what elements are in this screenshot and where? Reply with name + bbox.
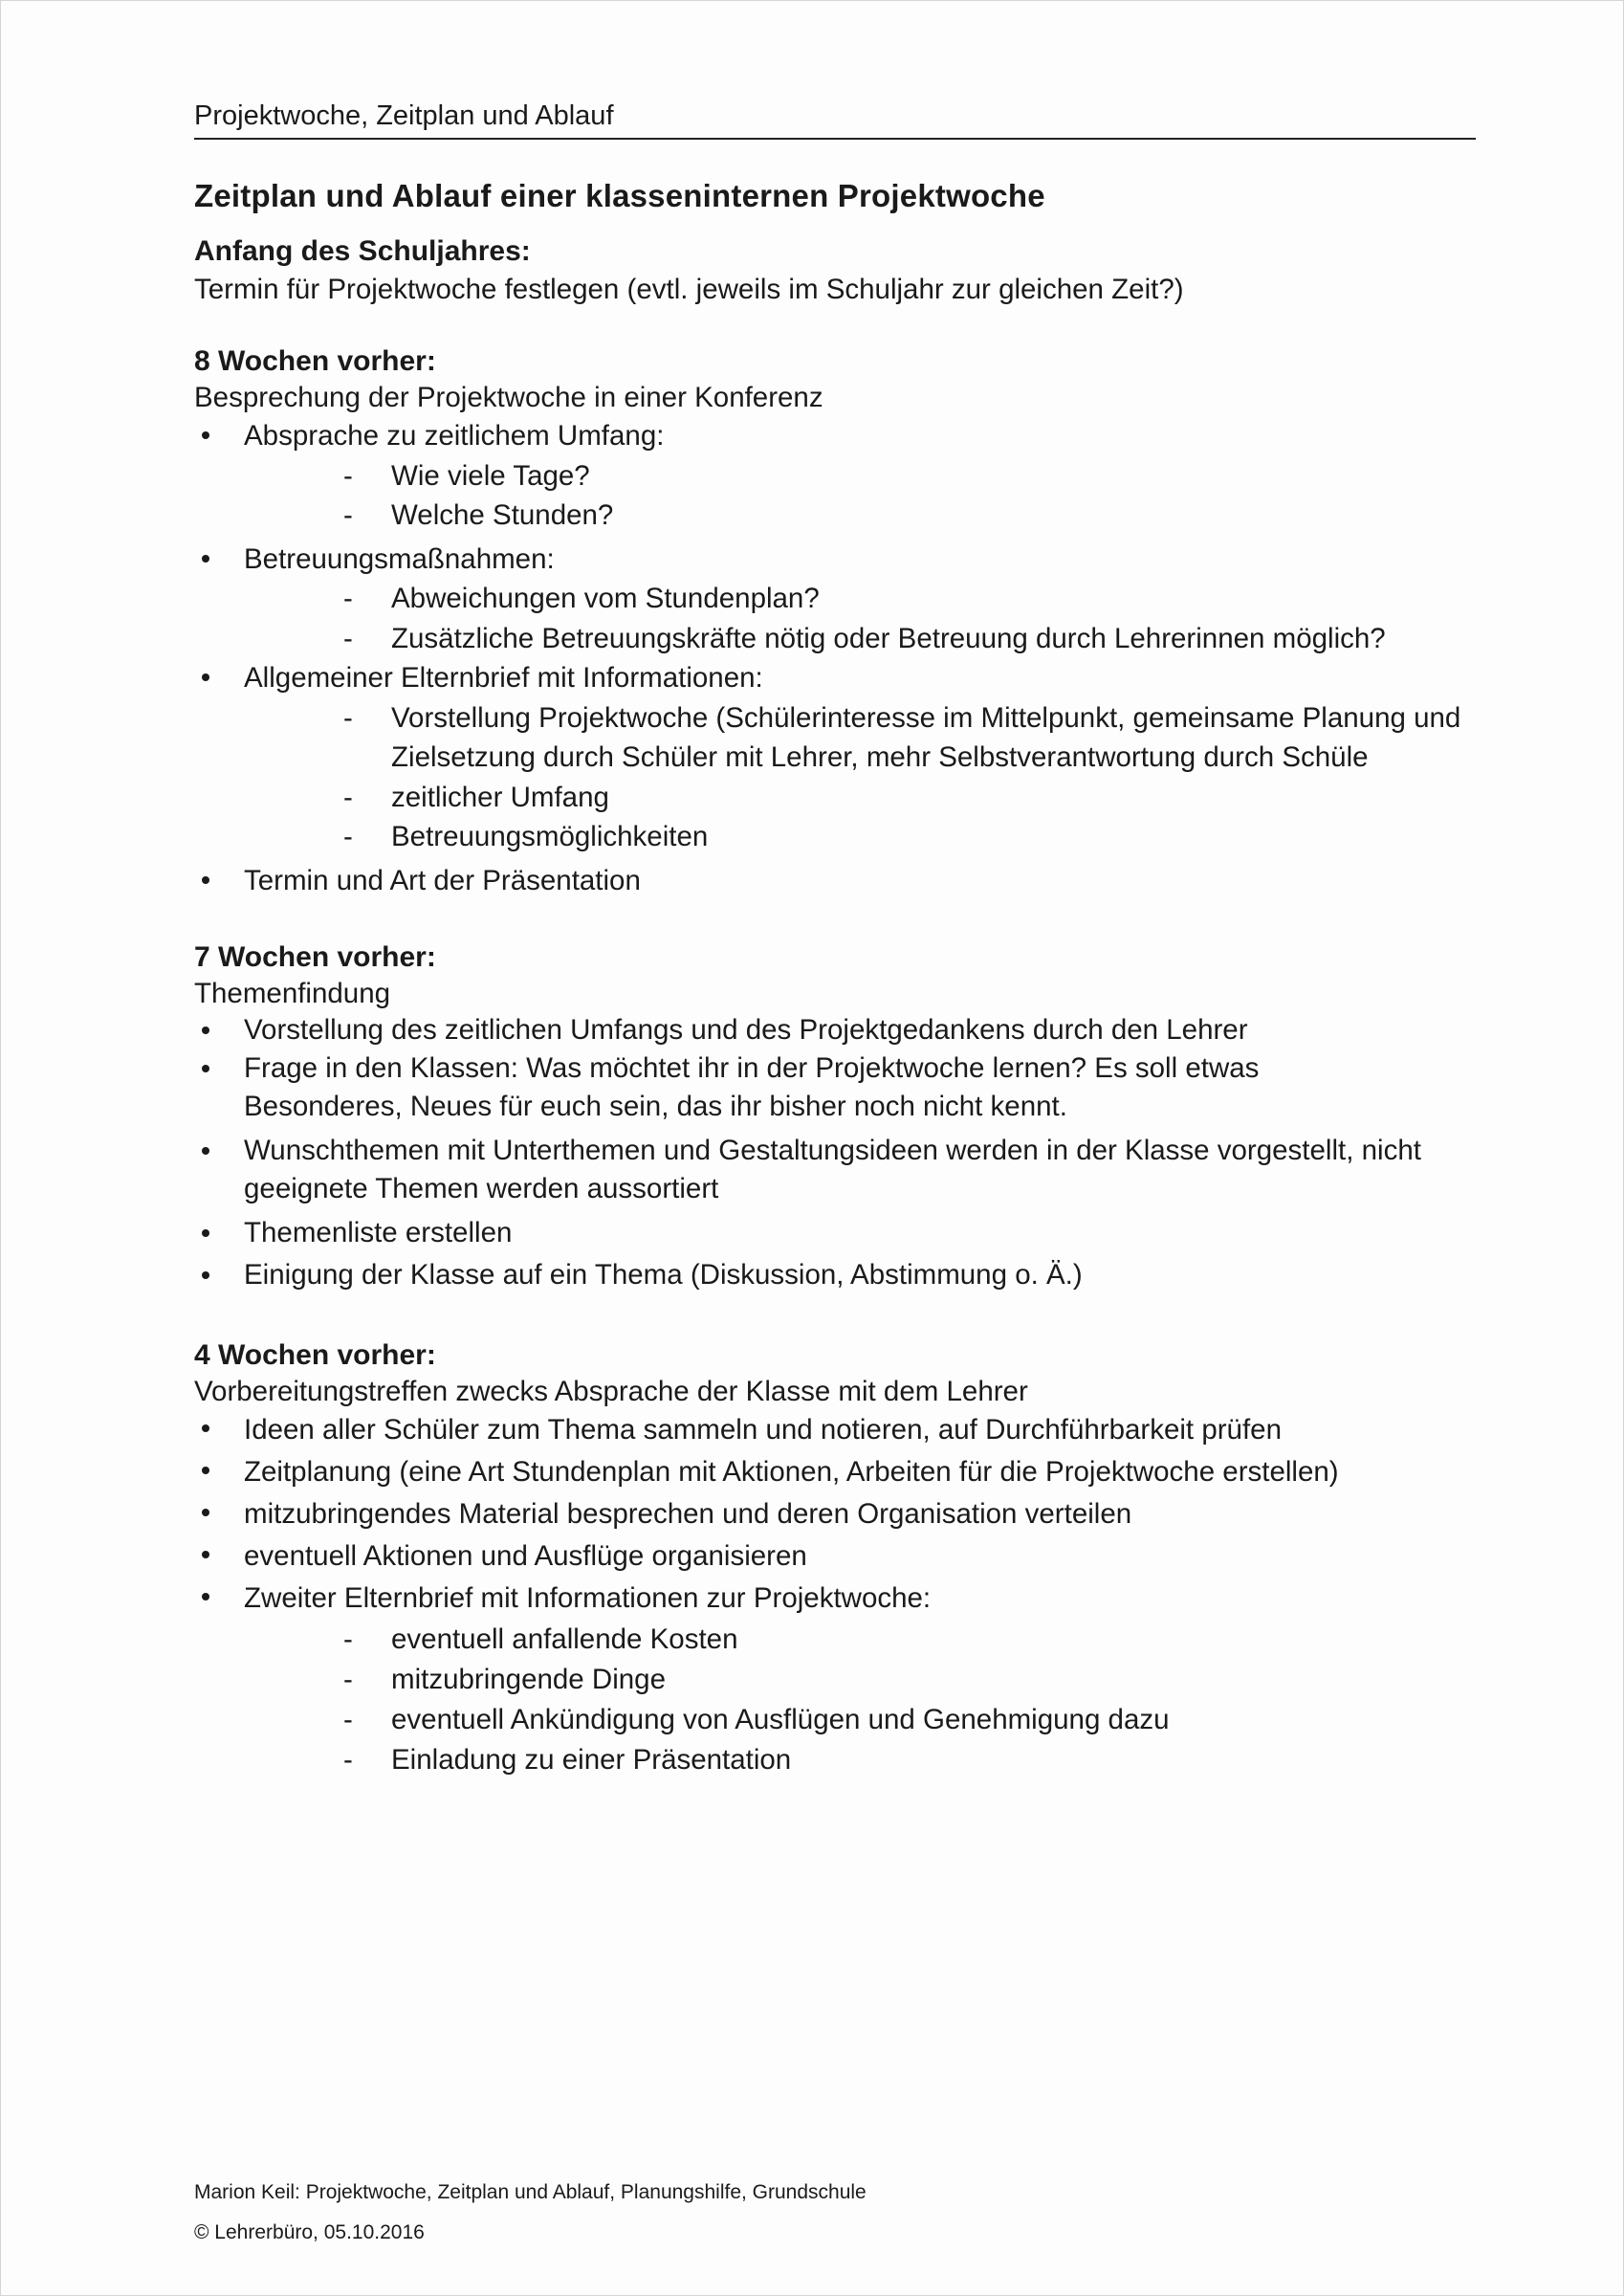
sub-list-item: - Abweichungen vom Stundenplan? [244, 579, 1476, 619]
sub-list-item: - Einladung zu einer Präsentation [244, 1740, 1476, 1780]
list-item-text: Frage in den Klassen: Was möchtet ihr in der Projektwoche lernen? Es soll etwas Besonderes, Neues für euch sein, das ihr bisher noch nicht kennt. [244, 1052, 1260, 1122]
section-heading: 4 Wochen vorher: [194, 1339, 436, 1371]
bullet-list [194, 1409, 1476, 1780]
list-item-text: Zeitplanung (eine Art Stundenplan mit Aktionen, Arbeiten für die Projektwoche erstellen) [244, 1456, 1339, 1488]
sub-list-item: - Welche Stunden? [244, 496, 1476, 536]
section-intro: Themenfindung [194, 978, 391, 1009]
sub-list-item: - zeitlicher Umfang [244, 778, 1476, 818]
list-item [194, 1493, 1476, 1535]
section-start-of-school-year [194, 232, 1476, 309]
section-heading: 7 Wochen vorher: [194, 941, 436, 973]
list-item [194, 658, 1476, 857]
list-item [194, 416, 1476, 536]
section-heading: Anfang des Schuljahres: [194, 235, 531, 267]
section-intro: Vorbereitungstreffen zwecks Absprache der Klasse mit dem Lehrer [194, 1376, 1028, 1407]
footer-copyright: © Lehrerbüro, 05.10.2016 [194, 2221, 425, 2243]
list-item-text: Vorstellung des zeitlichen Umfangs und des Projektgedankens durch den Lehrer [244, 1014, 1248, 1046]
header-rule [194, 138, 1476, 140]
sub-list-item: - mitzubringende Dinge [244, 1660, 1476, 1700]
list-item [194, 1256, 1476, 1294]
sub-list-item: - Zusätzliche Betreuungskräfte nötig oder Betreuung durch Lehrerinnen möglich? [244, 619, 1476, 659]
sub-list-item: - eventuell Ankündigung von Ausflügen und Genehmigung dazu [244, 1700, 1476, 1740]
list-item [194, 540, 1476, 659]
list-item-text: Absprache zu zeitlichem Umfang: [244, 420, 665, 452]
list-item-text: Ideen aller Schüler zum Thema sammeln und notieren, auf Durchführbarkeit prüfen [244, 1414, 1282, 1446]
list-item-text: Zweiter Elternbrief mit Informationen zur Projektwoche: [244, 1582, 932, 1614]
list-item [194, 861, 1476, 901]
list-item [194, 1535, 1476, 1578]
section-4-weeks-before [194, 1336, 1476, 1780]
section-intro: Termin für Projektwoche festlegen (evtl. jeweils im Schuljahr zur gleichen Zeit?) [194, 274, 1184, 305]
sub-list [244, 456, 1476, 536]
sub-list-item: - eventuell anfallende Kosten [244, 1620, 1476, 1660]
list-item-text: eventuell Aktionen und Ausflüge organisieren [244, 1540, 807, 1572]
list-item-text: mitzubringendes Material besprechen und deren Organisation verteilen [244, 1498, 1132, 1530]
list-item [194, 1011, 1476, 1049]
sub-list-item: - Vorstellung Projektwoche (Schülerinteresse im Mittelpunkt, gemeinsame Planung und Zielsetzung durch Schüler mit Lehrer, mehr Selbstverantwortung durch Schüle [244, 698, 1476, 778]
list-item [194, 1049, 1476, 1126]
list-item [194, 1451, 1476, 1493]
section-heading: 8 Wochen vorher: [194, 345, 436, 377]
sub-list-item: - Betreuungsmöglichkeiten [244, 817, 1476, 857]
running-header: Projektwoche, Zeitplan und Ablauf [194, 100, 614, 131]
sub-list [244, 698, 1476, 857]
list-item [194, 1132, 1476, 1208]
footer-credit: Marion Keil: Projektwoche, Zeitplan und Ablauf, Planungshilfe, Grundschule [194, 2181, 867, 2203]
section-intro: Besprechung der Projektwoche in einer Konferenz [194, 382, 823, 413]
section-7-weeks-before [194, 938, 1476, 1294]
bullet-list [194, 1011, 1476, 1294]
list-item-text: Wunschthemen mit Unterthemen und Gestaltungsideen werden in der Klasse vorgestellt, nicht geeignete Themen werden aussortiert [244, 1135, 1421, 1204]
sub-list-item: - Wie viele Tage? [244, 456, 1476, 497]
list-item-text: Einigung der Klasse auf ein Thema (Diskussion, Abstimmung o. Ä.) [244, 1259, 1083, 1291]
list-item [194, 1409, 1476, 1451]
sub-list [244, 1620, 1476, 1780]
sub-list [244, 579, 1476, 658]
list-item-text: Themenliste erstellen [244, 1217, 513, 1248]
document-title: Zeitplan und Ablauf einer klasseninternen Projektwoche [194, 178, 1045, 213]
list-item-text: Allgemeiner Elternbrief mit Informationen: [244, 662, 763, 694]
list-item-text: Betreuungsmaßnahmen: [244, 542, 555, 575]
section-8-weeks-before [194, 343, 1476, 900]
list-item [194, 1578, 1476, 1780]
bullet-list [194, 416, 1476, 900]
list-item [194, 1214, 1476, 1252]
list-item-text: Termin und Art der Präsentation [244, 864, 641, 896]
